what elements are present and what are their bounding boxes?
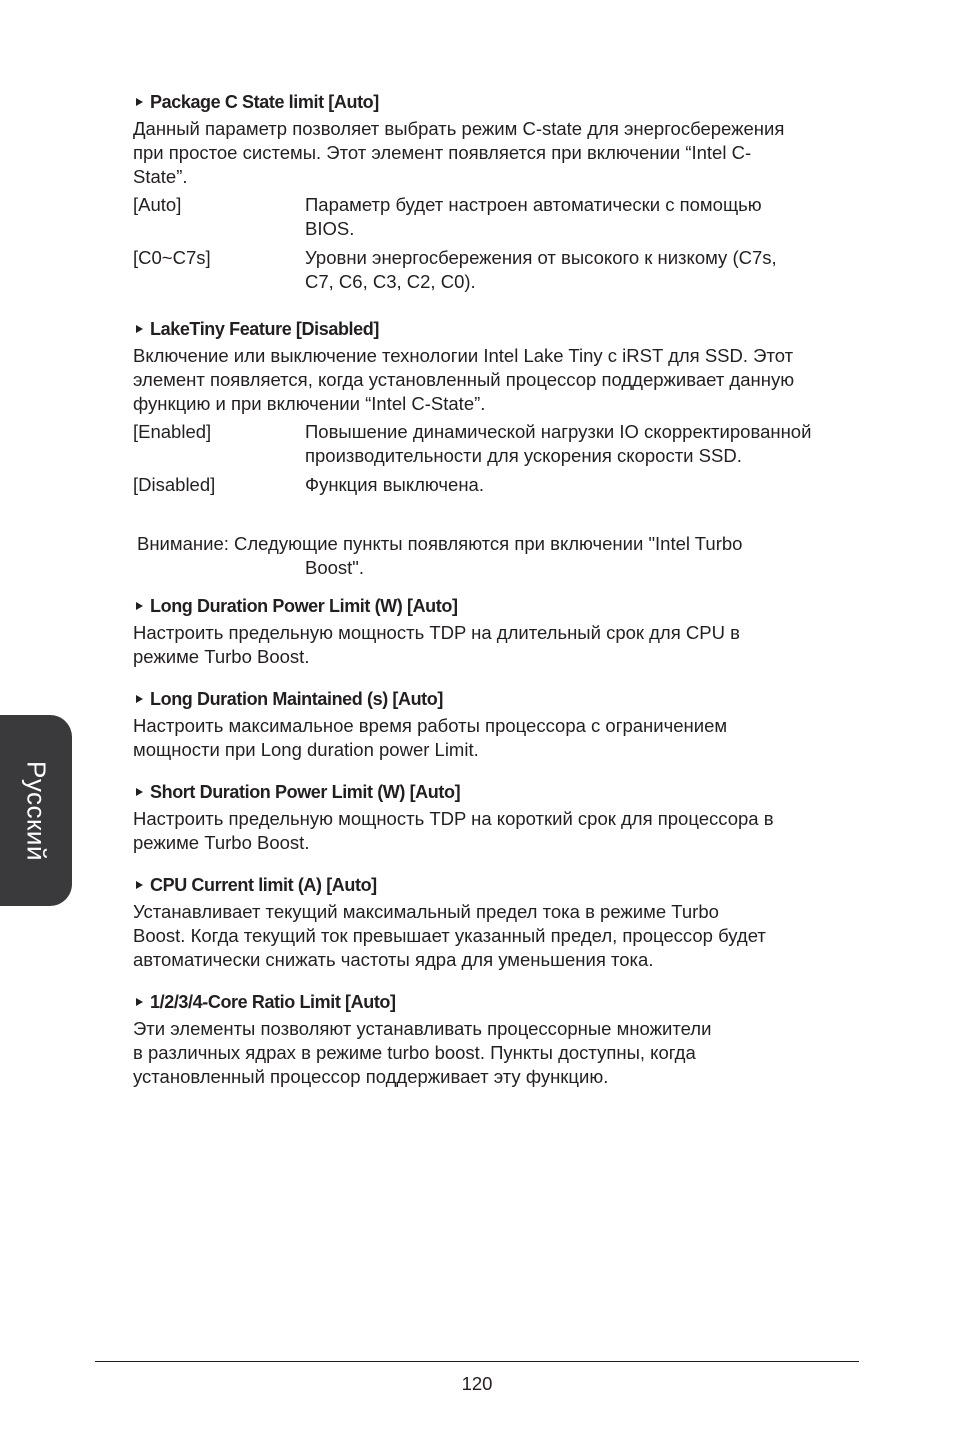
option-table	[133, 193, 863, 299]
section-heading	[133, 873, 863, 897]
desc-line: Настроить предельную мощность TDP на длительный срок для CPU в	[133, 622, 740, 643]
option-value	[305, 246, 863, 299]
triangle-bullet-icon	[136, 998, 143, 1006]
option-key: [Auto]	[133, 194, 182, 215]
section-title: 1/2/3/4-Core Ratio Limit [Auto]	[150, 992, 396, 1012]
option-row	[133, 473, 863, 502]
section-title: Short Duration Power Limit (W) [Auto]	[150, 782, 461, 802]
option-row	[133, 193, 863, 246]
section-heading	[133, 780, 863, 804]
desc-line: Включение или выключение технологии Intel Lake Tiny с iRST для SSD. Этот	[133, 345, 794, 366]
triangle-bullet-icon	[136, 788, 143, 796]
section-title: Package C State limit [Auto]	[150, 92, 379, 112]
option-row	[133, 246, 863, 299]
section-core-ratio-limit	[133, 990, 863, 1089]
section-description	[133, 807, 863, 855]
desc-line: State”.	[133, 166, 188, 187]
option-value-line: Функция выключена.	[305, 474, 484, 495]
triangle-bullet-icon	[136, 98, 143, 106]
option-table	[133, 420, 863, 502]
section-description	[133, 117, 863, 189]
section-description	[133, 900, 863, 972]
option-key: [Disabled]	[133, 474, 216, 495]
section-package-c-state	[133, 90, 863, 299]
desc-line: в различных ядрах в режиме turbo boost. Пункты доступны, когда	[133, 1042, 696, 1063]
section-cpu-current-limit	[133, 873, 863, 972]
section-title: Long Duration Power Limit (W) [Auto]	[150, 596, 458, 616]
page-content	[133, 90, 863, 1107]
option-key: [Enabled]	[133, 421, 212, 442]
section-description	[133, 714, 863, 762]
desc-line: режиме Turbo Boost.	[133, 832, 310, 853]
section-title: CPU Current limit (A) [Auto]	[150, 875, 377, 895]
triangle-bullet-icon	[136, 325, 143, 333]
section-heading	[133, 594, 863, 618]
desc-line: Данный параметр позволяет выбрать режим C-state для энергосбережения	[133, 118, 785, 139]
desc-line: мощности при Long duration power Limit.	[133, 739, 479, 760]
desc-line: автоматически снижать частоты ядра для уменьшения тока.	[133, 949, 654, 970]
section-long-duration-maintained	[133, 687, 863, 762]
option-value	[305, 473, 863, 502]
section-heading	[133, 990, 863, 1014]
page-number: 120	[461, 1373, 493, 1394]
section-heading	[133, 687, 863, 711]
desc-line: функцию и при включении “Intel C-State”.	[133, 393, 486, 414]
section-title: LakeTiny Feature [Disabled]	[150, 319, 379, 339]
desc-line: установленный процессор поддерживает эту функцию.	[133, 1066, 609, 1087]
desc-line: Настроить максимальное время работы процессора с ограничением	[133, 715, 728, 736]
desc-line: при простое системы. Этот элемент появляется при включении “Intel C-	[133, 142, 752, 163]
desc-line: Устанавливает текущий максимальный предел тока в режиме Turbo	[133, 901, 719, 922]
footer-divider	[95, 1361, 859, 1362]
desc-line: Эти элементы позволяют устанавливать процессорные множители	[133, 1018, 712, 1039]
section-laketiny	[133, 317, 863, 502]
section-heading	[133, 90, 863, 114]
option-value-line: C7, C6, C3, C2, C0).	[305, 271, 476, 292]
desc-line: режиме Turbo Boost.	[133, 646, 310, 667]
option-value-line: BIOS.	[305, 218, 355, 239]
section-description	[133, 344, 863, 416]
section-title: Long Duration Maintained (s) [Auto]	[150, 689, 443, 709]
desc-line: элемент появляется, когда установленный процессор поддерживает данную	[133, 369, 795, 390]
option-value-line: Уровни энергосбережения от высокого к низкому (C7s,	[305, 247, 777, 268]
language-tab	[0, 715, 72, 906]
section-heading	[133, 317, 863, 341]
option-key: [C0~C7s]	[133, 247, 211, 268]
triangle-bullet-icon	[136, 695, 143, 703]
triangle-bullet-icon	[136, 602, 143, 610]
note-line: Внимание: Следующие пункты появляются при включении "Intel Turbo	[137, 533, 743, 554]
option-value-line: производительности для ускорения скорости SSD.	[305, 445, 742, 466]
desc-line: Boost. Когда текущий ток превышает указанный предел, процессор будет	[133, 925, 766, 946]
option-row	[133, 420, 863, 473]
triangle-bullet-icon	[136, 881, 143, 889]
option-value-line: Повышение динамической нагрузки IO скорректированной	[305, 421, 812, 442]
option-value	[305, 420, 863, 473]
section-description	[133, 1017, 863, 1089]
note-line: Boost".	[305, 557, 365, 578]
section-description	[133, 621, 863, 669]
section-long-duration-power-limit	[133, 594, 863, 669]
option-value-line: Параметр будет настроен автоматически с помощью	[305, 194, 762, 215]
section-short-duration-power-limit	[133, 780, 863, 855]
turbo-boost-note	[137, 532, 863, 580]
desc-line: Настроить предельную мощность TDP на короткий срок для процессора в	[133, 808, 774, 829]
option-value	[305, 193, 863, 246]
language-tab-label: Русский	[21, 760, 52, 861]
